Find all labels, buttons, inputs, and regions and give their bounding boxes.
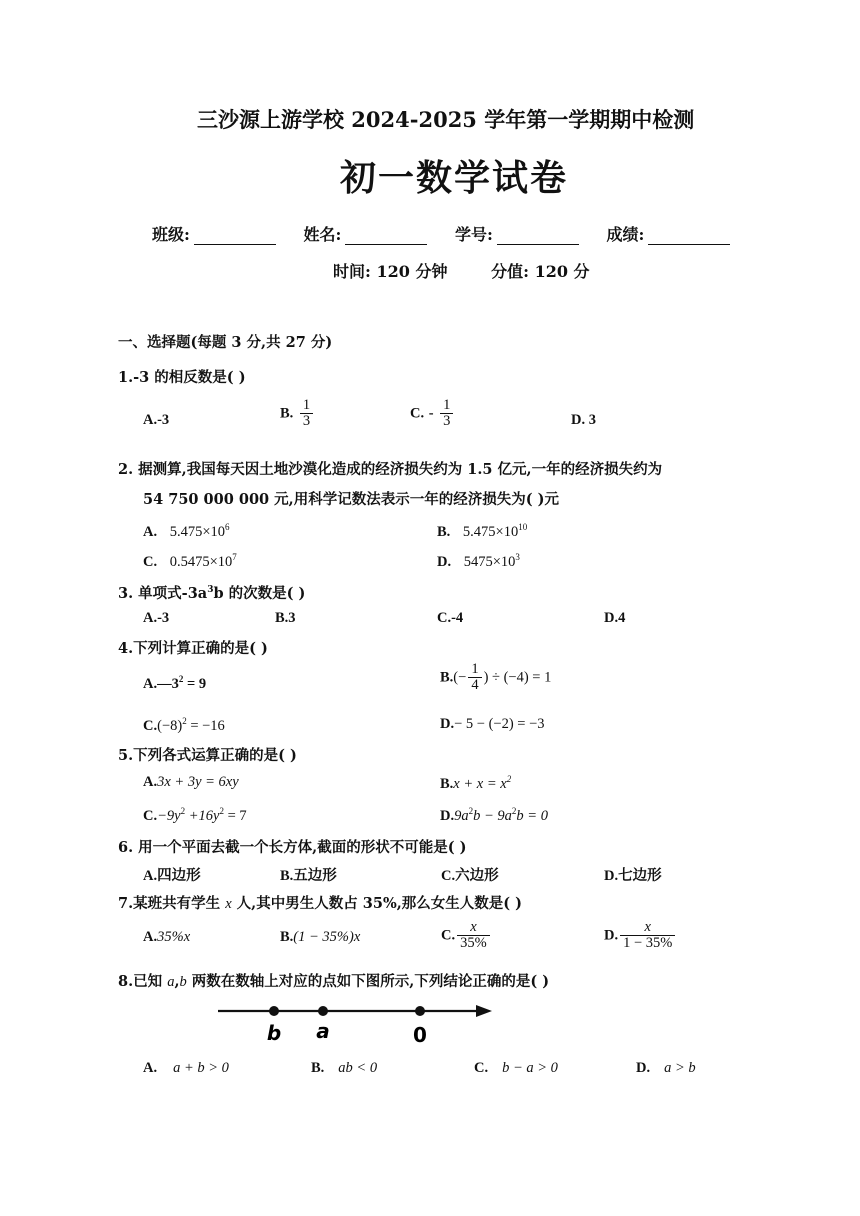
q7-c-num: x <box>457 920 490 936</box>
score-label: 成绩: <box>606 225 645 244</box>
q4-a-label: A. <box>143 675 158 692</box>
q7-option-b <box>280 929 360 946</box>
student-id-label: 学号: <box>455 225 493 244</box>
q1-b-label: B. <box>280 405 294 422</box>
q5-option-d <box>440 806 548 825</box>
q2-b-base: 5.475×10 <box>462 523 519 540</box>
q6-option-c: C.六边形 <box>441 868 499 884</box>
point-a <box>318 1006 328 1016</box>
label-a: a <box>316 1019 330 1043</box>
q5-a-expr: 3x + 3y = 6xy <box>157 774 239 790</box>
q2-c-exp: 7 <box>232 552 237 562</box>
q5-c-e2: 2 <box>219 806 224 816</box>
q2-option-d <box>437 552 520 571</box>
q3-option-a: A.-3 <box>143 610 170 626</box>
q1-c-label: C. <box>410 405 425 422</box>
q5-c-p3: = 7 <box>223 807 247 824</box>
q8-option-c <box>474 1060 558 1077</box>
q3-stem-pre: 3. 单项式-3a <box>118 585 208 602</box>
point-b <box>269 1006 279 1016</box>
q4-a-pre: —3 <box>157 675 179 692</box>
q7-c-fraction <box>457 920 490 951</box>
q4-b-num: 1 <box>468 662 481 678</box>
q2-option-b <box>437 522 527 541</box>
q4-a-post: = 9 <box>183 675 207 692</box>
q1-b-den: 3 <box>302 413 311 430</box>
q1-option-d: D. 3 <box>571 412 596 428</box>
time-value: 120 分钟 <box>376 262 448 281</box>
q1-c-num: 1 <box>440 398 453 414</box>
q8-stem-a: a <box>167 974 175 990</box>
q3-option-c: C.-4 <box>437 610 464 626</box>
q1-option-c <box>410 398 455 429</box>
q5-d-e1: 2 <box>468 806 474 816</box>
number-line-arrow <box>476 1005 492 1017</box>
q8-d-label: D. <box>636 1060 651 1076</box>
q5-d-p3: b = 0 <box>516 807 548 824</box>
name-field[interactable] <box>345 230 427 245</box>
label-zero: 0 <box>413 1023 427 1047</box>
q5-d-p2: b − 9a <box>473 807 512 824</box>
q2-a-exp: 6 <box>225 522 230 532</box>
q2-a-label: A. <box>143 523 158 540</box>
q5-d-label: D. <box>440 807 455 824</box>
q7-d-num: x <box>620 920 675 936</box>
q2-a-base: 5.475×10 <box>169 523 226 540</box>
q8-a-expr: a + b > 0 <box>173 1060 229 1076</box>
q1-c-fraction <box>440 398 453 429</box>
q2-option-a <box>143 522 230 541</box>
q7-option-a <box>143 929 190 946</box>
q5-d-p1: 9a <box>454 807 469 824</box>
q5-b-label: B. <box>440 775 454 792</box>
question-5-stem: 5.下列各式运算正确的是( ) <box>118 747 297 764</box>
q6-option-d: D.七边形 <box>604 868 662 884</box>
q4-b-post: ) ÷ (−4) = 1 <box>483 669 552 686</box>
q1-option-a: A.-3 <box>143 412 170 428</box>
q6-option-a: A.四边形 <box>143 868 201 884</box>
q5-c-p2: +16y <box>185 807 220 824</box>
q4-c-label: C. <box>143 717 158 734</box>
score-field[interactable] <box>648 230 730 245</box>
point-zero <box>415 1006 425 1016</box>
class-field[interactable] <box>194 230 276 245</box>
section-title: 一、选择题(每题 3 分,共 27 分) <box>118 334 333 351</box>
q7-stem-pre: 7.某班共有学生 <box>118 895 226 912</box>
q2-d-exp: 3 <box>515 552 520 562</box>
q1-c-sign: - <box>428 405 434 422</box>
q7-b-label: B. <box>280 929 294 945</box>
q2-b-exp: 10 <box>518 522 528 532</box>
q2-c-label: C. <box>143 553 158 570</box>
q8-d-expr: a > b <box>664 1060 696 1076</box>
q5-b-pre: x + x = x <box>453 775 507 792</box>
q4-option-c <box>143 716 225 735</box>
q5-option-c <box>143 806 247 825</box>
q7-stem-post: 人,其中男生人数占 35%,那么女生人数是( ) <box>231 895 523 912</box>
q5-a-label: A. <box>143 774 158 790</box>
q8-c-expr: b − a > 0 <box>502 1060 558 1076</box>
q7-option-c <box>441 920 492 951</box>
q8-option-b <box>311 1060 377 1077</box>
q7-c-label: C. <box>441 927 456 944</box>
q4-c-post: = −16 <box>186 717 225 734</box>
points-label: 分值: <box>491 262 529 281</box>
question-3-stem <box>118 582 305 603</box>
q1-option-b <box>280 398 315 429</box>
number-line <box>210 996 500 1048</box>
class-label: 班级: <box>152 225 190 244</box>
exam-meta <box>333 259 590 282</box>
name-label: 姓名: <box>303 225 342 244</box>
q7-d-den: 1 − 35% <box>623 935 673 952</box>
q2-c-base: 0.5475×10 <box>169 553 233 570</box>
time-label: 时间: <box>333 262 371 281</box>
q7-a-expr: 35%x <box>157 929 191 945</box>
q2-b-label: B. <box>437 523 451 540</box>
q7-a-label: A. <box>143 929 158 945</box>
q4-d-expr: − 5 − (−2) = −3 <box>454 716 545 732</box>
q1-b-fraction <box>300 398 313 429</box>
q7-d-fraction <box>620 920 675 951</box>
question-7-stem <box>118 892 522 913</box>
school-line: 三沙源上游学校 2024-2025 学年第一学期期中检测 <box>197 107 695 132</box>
question-4-stem: 4.下列计算正确的是( ) <box>118 640 268 657</box>
q4-b-fraction <box>468 662 481 693</box>
q3-option-b: B.3 <box>275 610 296 626</box>
q4-option-a <box>143 674 206 693</box>
points-value: 120 分 <box>534 262 590 281</box>
q1-b-num: 1 <box>300 398 313 414</box>
q4-option-b <box>440 662 551 693</box>
q8-b-expr: ab < 0 <box>338 1060 378 1076</box>
q8-option-a <box>143 1060 229 1077</box>
q4-c-pre: (−8) <box>157 717 183 734</box>
q5-d-e2: 2 <box>511 806 517 816</box>
q2-d-label: D. <box>437 553 452 570</box>
q5-option-b <box>440 774 511 793</box>
question-1-stem: 1.-3 的相反数是( ) <box>118 369 246 386</box>
q2-d-base: 5475×10 <box>463 553 516 570</box>
q4-c-exp: 2 <box>182 716 187 726</box>
q7-c-den: 35% <box>460 935 487 952</box>
q5-c-e1: 2 <box>180 806 186 816</box>
label-b: b <box>266 1021 282 1045</box>
q1-c-den: 3 <box>443 413 451 430</box>
q3-option-d: D.4 <box>604 610 626 626</box>
q4-b-pre: (− <box>453 669 467 686</box>
q8-stem-post: 两数在数轴上对应的点如下图所示,下列结论正确的是( ) <box>186 973 550 990</box>
q4-d-label: D. <box>440 716 455 732</box>
student-info-row <box>152 222 730 245</box>
q8-stem-b: b <box>179 974 187 990</box>
q3-stem-post: b 的次数是( ) <box>213 585 306 602</box>
question-8-stem <box>118 970 549 991</box>
q8-stem-pre: 8.已知 <box>118 973 168 990</box>
q2-option-c <box>143 552 237 571</box>
q6-option-b: B.五边形 <box>280 868 337 884</box>
q5-b-exp: 2 <box>506 774 512 784</box>
q8-option-d <box>636 1060 696 1077</box>
q5-option-a <box>143 774 239 791</box>
q8-a-label: A. <box>143 1060 158 1076</box>
q7-option-d <box>604 920 677 951</box>
page-title: 初一数学试卷 <box>340 157 569 199</box>
question-6-stem: 6. 用一个平面去截一个长方体,截面的形状不可能是( ) <box>118 839 467 856</box>
q3-stem-exp: 3 <box>207 585 214 596</box>
q8-b-label: B. <box>311 1060 325 1076</box>
q8-stem-mid: , <box>174 973 180 990</box>
q7-b-expr: (1 − 35%)x <box>293 929 361 945</box>
q4-b-label: B. <box>440 669 454 686</box>
question-2-stem-line2: 54 750 000 000 元,用科学记数法表示一年的经济损失为( )元 <box>143 491 559 508</box>
q7-stem-var: x <box>225 896 232 912</box>
q5-c-p1: −9y <box>157 807 181 824</box>
q5-c-label: C. <box>143 807 158 824</box>
q8-c-label: C. <box>474 1060 489 1076</box>
student-id-field[interactable] <box>497 230 579 245</box>
q4-option-d <box>440 716 545 733</box>
question-2-stem-line1: 2. 据测算,我国每天因土地沙漠化造成的经济损失约为 1.5 亿元,一年的经济损失约为 <box>118 461 663 478</box>
q4-a-exp: 2 <box>178 674 184 684</box>
q4-b-den: 4 <box>471 677 479 694</box>
q7-d-label: D. <box>604 927 619 944</box>
